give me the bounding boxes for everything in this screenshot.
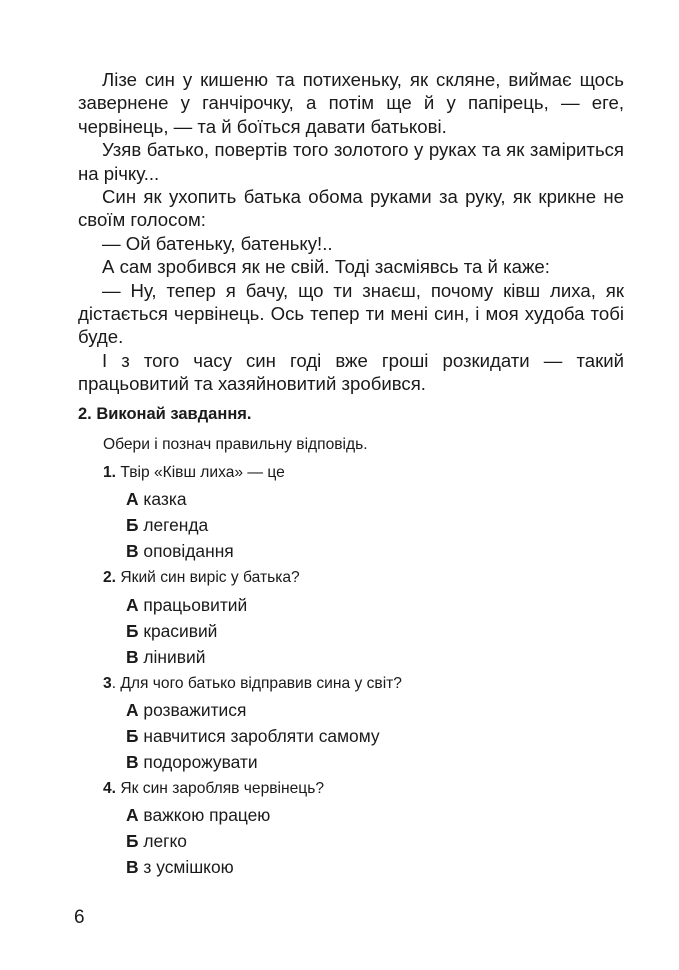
answer-option[interactable] — [126, 804, 270, 826]
option-text: красивий — [143, 621, 218, 641]
option-text: подорожувати — [143, 752, 258, 772]
question-2 — [103, 567, 300, 589]
story-paragraph: Син як ухопить батька обома руками за руку, як крикне не своїм голосом: — [78, 186, 624, 231]
story-paragraph: І з того часу син годі вже гроші розкидати — такий працьовитий та хазяйновитий зробився. — [78, 349, 624, 395]
option-text: працьовитий — [143, 595, 248, 615]
story-text — [78, 68, 624, 396]
answer-option[interactable] — [126, 725, 380, 747]
story-paragraph: — Ой батеньку, батеньку!.. — [102, 232, 333, 254]
answer-option[interactable] — [126, 830, 187, 852]
task-heading: 2. Виконай завдання. — [78, 405, 252, 423]
question-text: Твір «Ківш лиха» — це — [120, 464, 285, 481]
option-letter: Б — [126, 515, 139, 535]
question-1 — [103, 462, 285, 484]
answer-option[interactable] — [126, 594, 247, 616]
story-paragraph: А сам зробився як не свій. Тоді засміявсь та й каже: — [102, 256, 550, 278]
option-text: лінивий — [143, 647, 206, 667]
question-text: Як син заробляв червінець? — [120, 780, 325, 797]
question-3 — [103, 673, 402, 695]
question-text: . Для чого батько відправив сина у світ? — [111, 675, 402, 692]
option-letter: Б — [126, 621, 139, 641]
answer-option[interactable] — [126, 488, 187, 510]
option-text: легко — [143, 831, 187, 851]
page-number: 6 — [74, 907, 85, 928]
task-instruction: Обери і познач правильну відповідь. — [103, 436, 368, 453]
story-paragraph: Узяв батько, повертів того золотого у руках та як заміриться на річку... — [78, 139, 624, 184]
answer-option[interactable] — [126, 751, 258, 773]
option-letter: Б — [126, 726, 139, 746]
option-letter: А — [126, 700, 139, 720]
option-text: навчитися заробляти самому — [143, 726, 380, 746]
question-text: Який син виріс у батька? — [120, 569, 300, 586]
option-text: оповідання — [143, 541, 234, 561]
option-text: легенда — [143, 515, 209, 535]
option-text: розважитися — [143, 700, 247, 720]
option-text: важкою працею — [143, 805, 271, 825]
option-letter: Б — [126, 831, 139, 851]
option-text: казка — [143, 489, 187, 509]
question-number: 3 — [103, 675, 112, 692]
answer-option[interactable] — [126, 514, 208, 536]
option-letter: В — [126, 647, 139, 667]
option-letter: В — [126, 857, 139, 877]
question-number: 2. — [103, 569, 117, 586]
option-letter: В — [126, 752, 139, 772]
option-letter: А — [126, 805, 139, 825]
option-letter: В — [126, 541, 139, 561]
answer-option[interactable] — [126, 540, 234, 562]
option-letter: А — [126, 489, 139, 509]
option-letter: А — [126, 595, 139, 615]
question-4 — [103, 778, 324, 800]
story-paragraph: — Ну, тепер я бачу, що ти знаєш, почому ківш лиха, як дістається червінець. Ось тепер ти мені син, і моя худоба тобі буде. — [78, 279, 624, 348]
answer-option[interactable] — [126, 856, 234, 878]
answer-option[interactable] — [126, 646, 205, 668]
question-number: 1. — [103, 464, 117, 481]
story-paragraph: Лізе син у кишеню та потихеньку, як скляне, виймає щось завернене у ганчірочку, а потім ще й у папірець, — еге, червінець, — та й боїться давати батькові. — [78, 69, 624, 137]
option-text: з усмішкою — [143, 857, 234, 877]
question-number: 4. — [103, 780, 117, 797]
answer-option[interactable] — [126, 620, 217, 642]
answer-option[interactable] — [126, 699, 246, 721]
